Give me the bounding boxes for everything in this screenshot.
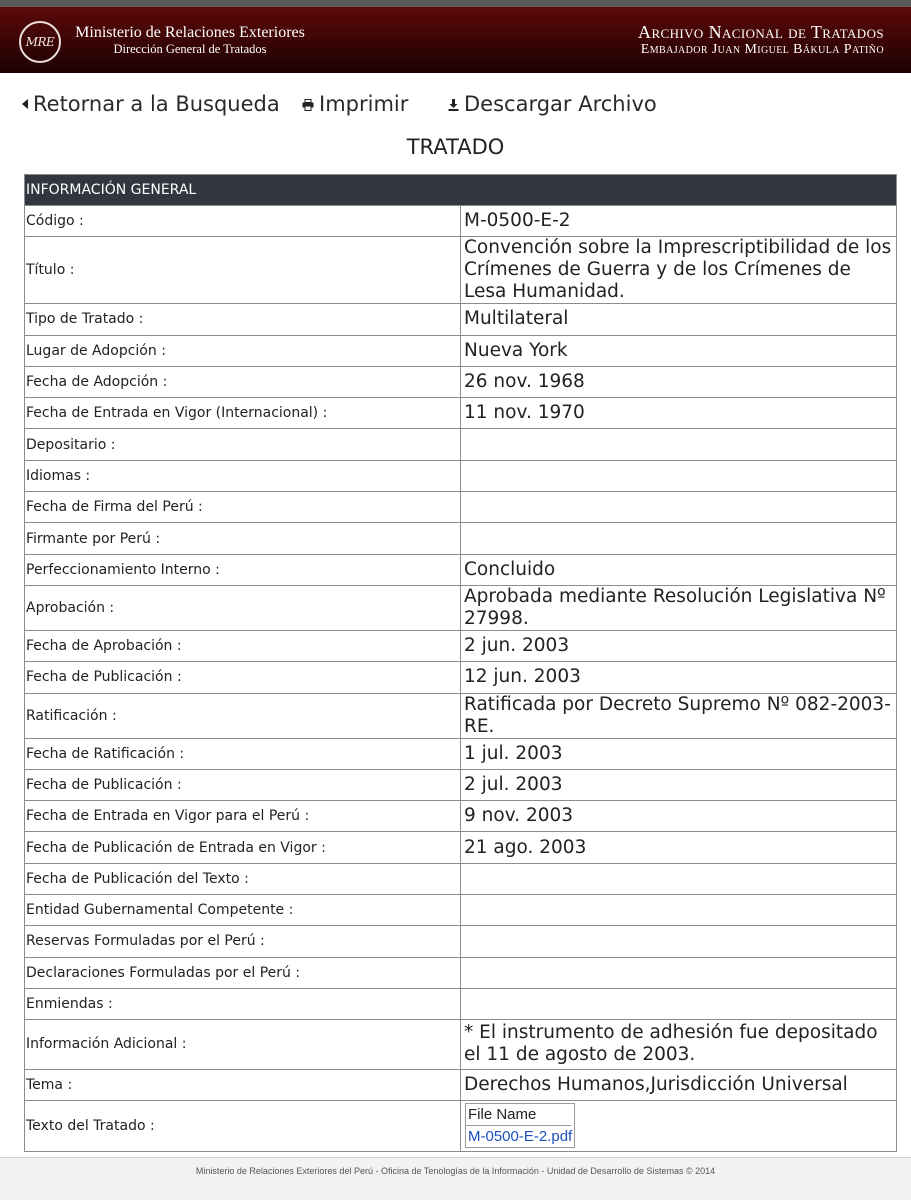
row-value: Nueva York bbox=[461, 335, 897, 366]
row-value: Concluido bbox=[461, 554, 897, 585]
row-value: Convención sobre la Imprescriptibilidad de los Crímenes de Guerra y de los Crímenes de Lesa Humanidad. bbox=[461, 237, 897, 304]
table-row bbox=[25, 304, 897, 335]
archive-name: Archivo Nacional de Tratados bbox=[638, 22, 884, 42]
row-label: Fecha de Entrada en Vigor para el Perú : bbox=[25, 801, 461, 832]
back-to-search-link[interactable] bbox=[22, 92, 280, 116]
file-name-header: File Name bbox=[466, 1104, 571, 1126]
footer bbox=[0, 1158, 911, 1200]
file-cell bbox=[461, 1101, 897, 1152]
logo-text: MRE bbox=[25, 35, 55, 49]
row-value: * El instrumento de adhesión fue depositado el 11 de agosto de 2003. bbox=[461, 1020, 897, 1070]
caret-left-icon bbox=[22, 99, 28, 109]
ministry-title bbox=[70, 23, 310, 57]
footer-text: Ministerio de Relaciones Exteriores del Perú - Oficina de Tenologías de la Información - Unidad de Desarrollo de Sistemas © 2014 bbox=[195, 1166, 716, 1176]
row-label: Reservas Formuladas por el Perú : bbox=[25, 926, 461, 957]
row-value bbox=[461, 988, 897, 1019]
table-row bbox=[25, 1020, 897, 1070]
row-label: Ratificación : bbox=[25, 693, 461, 738]
table-row bbox=[25, 429, 897, 460]
file-download-link[interactable]: M-0500-E-2.pdf bbox=[468, 1128, 573, 1146]
row-value: M-0500-E-2 bbox=[461, 206, 897, 237]
table-row bbox=[25, 492, 897, 523]
directorate-name: Dirección General de Tratados bbox=[113, 42, 267, 56]
row-value bbox=[461, 863, 897, 894]
file-list bbox=[465, 1103, 575, 1148]
download-icon bbox=[448, 92, 459, 116]
table-row bbox=[25, 398, 897, 429]
table-row bbox=[25, 738, 897, 769]
row-label: Texto del Tratado : bbox=[25, 1101, 461, 1152]
row-value: Aprobada mediante Resolución Legislativa Nº 27998. bbox=[461, 585, 897, 630]
row-value: Multilateral bbox=[461, 304, 897, 335]
table-row bbox=[25, 206, 897, 237]
table-row bbox=[25, 554, 897, 585]
table-row bbox=[25, 832, 897, 863]
row-value: 2 jun. 2003 bbox=[461, 630, 897, 661]
row-label: Fecha de Publicación de Entrada en Vigor : bbox=[25, 832, 461, 863]
section-header: INFORMACIÓN GENERAL bbox=[25, 175, 897, 206]
page-title: TRATADO bbox=[406, 135, 505, 159]
table-row bbox=[25, 1101, 897, 1152]
archive-subtitle: Embajador Juan Miguel Bákula Patiño bbox=[640, 42, 884, 57]
row-label: Lugar de Adopción : bbox=[25, 335, 461, 366]
table-row bbox=[25, 523, 897, 554]
row-label: Depositario : bbox=[25, 429, 461, 460]
table-row bbox=[25, 1069, 897, 1100]
row-label: Fecha de Entrada en Vigor (Internacional) : bbox=[25, 398, 461, 429]
row-label: Aprobación : bbox=[25, 585, 461, 630]
row-label: Perfeccionamiento Interno : bbox=[25, 554, 461, 585]
print-label: Imprimir bbox=[319, 92, 409, 116]
table-row bbox=[25, 662, 897, 693]
row-value bbox=[461, 523, 897, 554]
printer-icon bbox=[302, 92, 314, 116]
table-row bbox=[25, 769, 897, 800]
table-row bbox=[25, 630, 897, 661]
row-value bbox=[461, 957, 897, 988]
row-value: 21 ago. 2003 bbox=[461, 832, 897, 863]
row-label: Enmiendas : bbox=[25, 988, 461, 1019]
table-row bbox=[25, 460, 897, 491]
row-label: Fecha de Ratificación : bbox=[25, 738, 461, 769]
row-value: 11 nov. 1970 bbox=[461, 398, 897, 429]
table-row bbox=[25, 237, 897, 304]
table-row bbox=[25, 366, 897, 397]
back-to-search-label: Retornar a la Busqueda bbox=[33, 92, 280, 116]
treaty-info-table bbox=[24, 174, 897, 1152]
row-value: Ratificada por Decreto Supremo Nº 082-2003-RE. bbox=[461, 693, 897, 738]
download-file-label: Descargar Archivo bbox=[464, 92, 657, 116]
table-row bbox=[25, 693, 897, 738]
table-row bbox=[25, 335, 897, 366]
row-label: Título : bbox=[25, 237, 461, 304]
row-label: Fecha de Aprobación : bbox=[25, 630, 461, 661]
row-value bbox=[461, 429, 897, 460]
print-link[interactable] bbox=[302, 92, 408, 116]
table-row bbox=[25, 863, 897, 894]
row-label: Fecha de Publicación del Texto : bbox=[25, 863, 461, 894]
site-header bbox=[0, 7, 911, 73]
toolbar bbox=[0, 92, 911, 122]
row-value bbox=[461, 492, 897, 523]
row-label: Declaraciones Formuladas por el Perú : bbox=[25, 957, 461, 988]
mre-logo bbox=[19, 21, 61, 63]
table-row bbox=[25, 801, 897, 832]
row-label: Idiomas : bbox=[25, 460, 461, 491]
row-label: Fecha de Publicación : bbox=[25, 769, 461, 800]
row-value: 2 jul. 2003 bbox=[461, 769, 897, 800]
row-label: Fecha de Publicación : bbox=[25, 662, 461, 693]
top-strip bbox=[0, 0, 911, 7]
row-value: 26 nov. 1968 bbox=[461, 366, 897, 397]
row-label: Entidad Gubernamental Competente : bbox=[25, 895, 461, 926]
row-value bbox=[461, 460, 897, 491]
row-label: Tema : bbox=[25, 1069, 461, 1100]
row-value: 1 jul. 2003 bbox=[461, 738, 897, 769]
row-label: Firmante por Perú : bbox=[25, 523, 461, 554]
row-label: Fecha de Firma del Perú : bbox=[25, 492, 461, 523]
download-file-link[interactable] bbox=[448, 92, 657, 116]
archive-title bbox=[638, 23, 884, 57]
row-value bbox=[461, 895, 897, 926]
row-value bbox=[461, 926, 897, 957]
table-row bbox=[25, 926, 897, 957]
table-row bbox=[25, 988, 897, 1019]
table-row bbox=[25, 585, 897, 630]
row-value: Derechos Humanos,Jurisdicción Universal bbox=[461, 1069, 897, 1100]
ministry-name: Ministerio de Relaciones Exteriores bbox=[75, 24, 305, 41]
row-value: 12 jun. 2003 bbox=[461, 662, 897, 693]
row-value: 9 nov. 2003 bbox=[461, 801, 897, 832]
row-label: Código : bbox=[25, 206, 461, 237]
row-label: Información Adicional : bbox=[25, 1020, 461, 1070]
table-row bbox=[25, 895, 897, 926]
row-label: Fecha de Adopción : bbox=[25, 366, 461, 397]
table-row bbox=[25, 957, 897, 988]
row-label: Tipo de Tratado : bbox=[25, 304, 461, 335]
